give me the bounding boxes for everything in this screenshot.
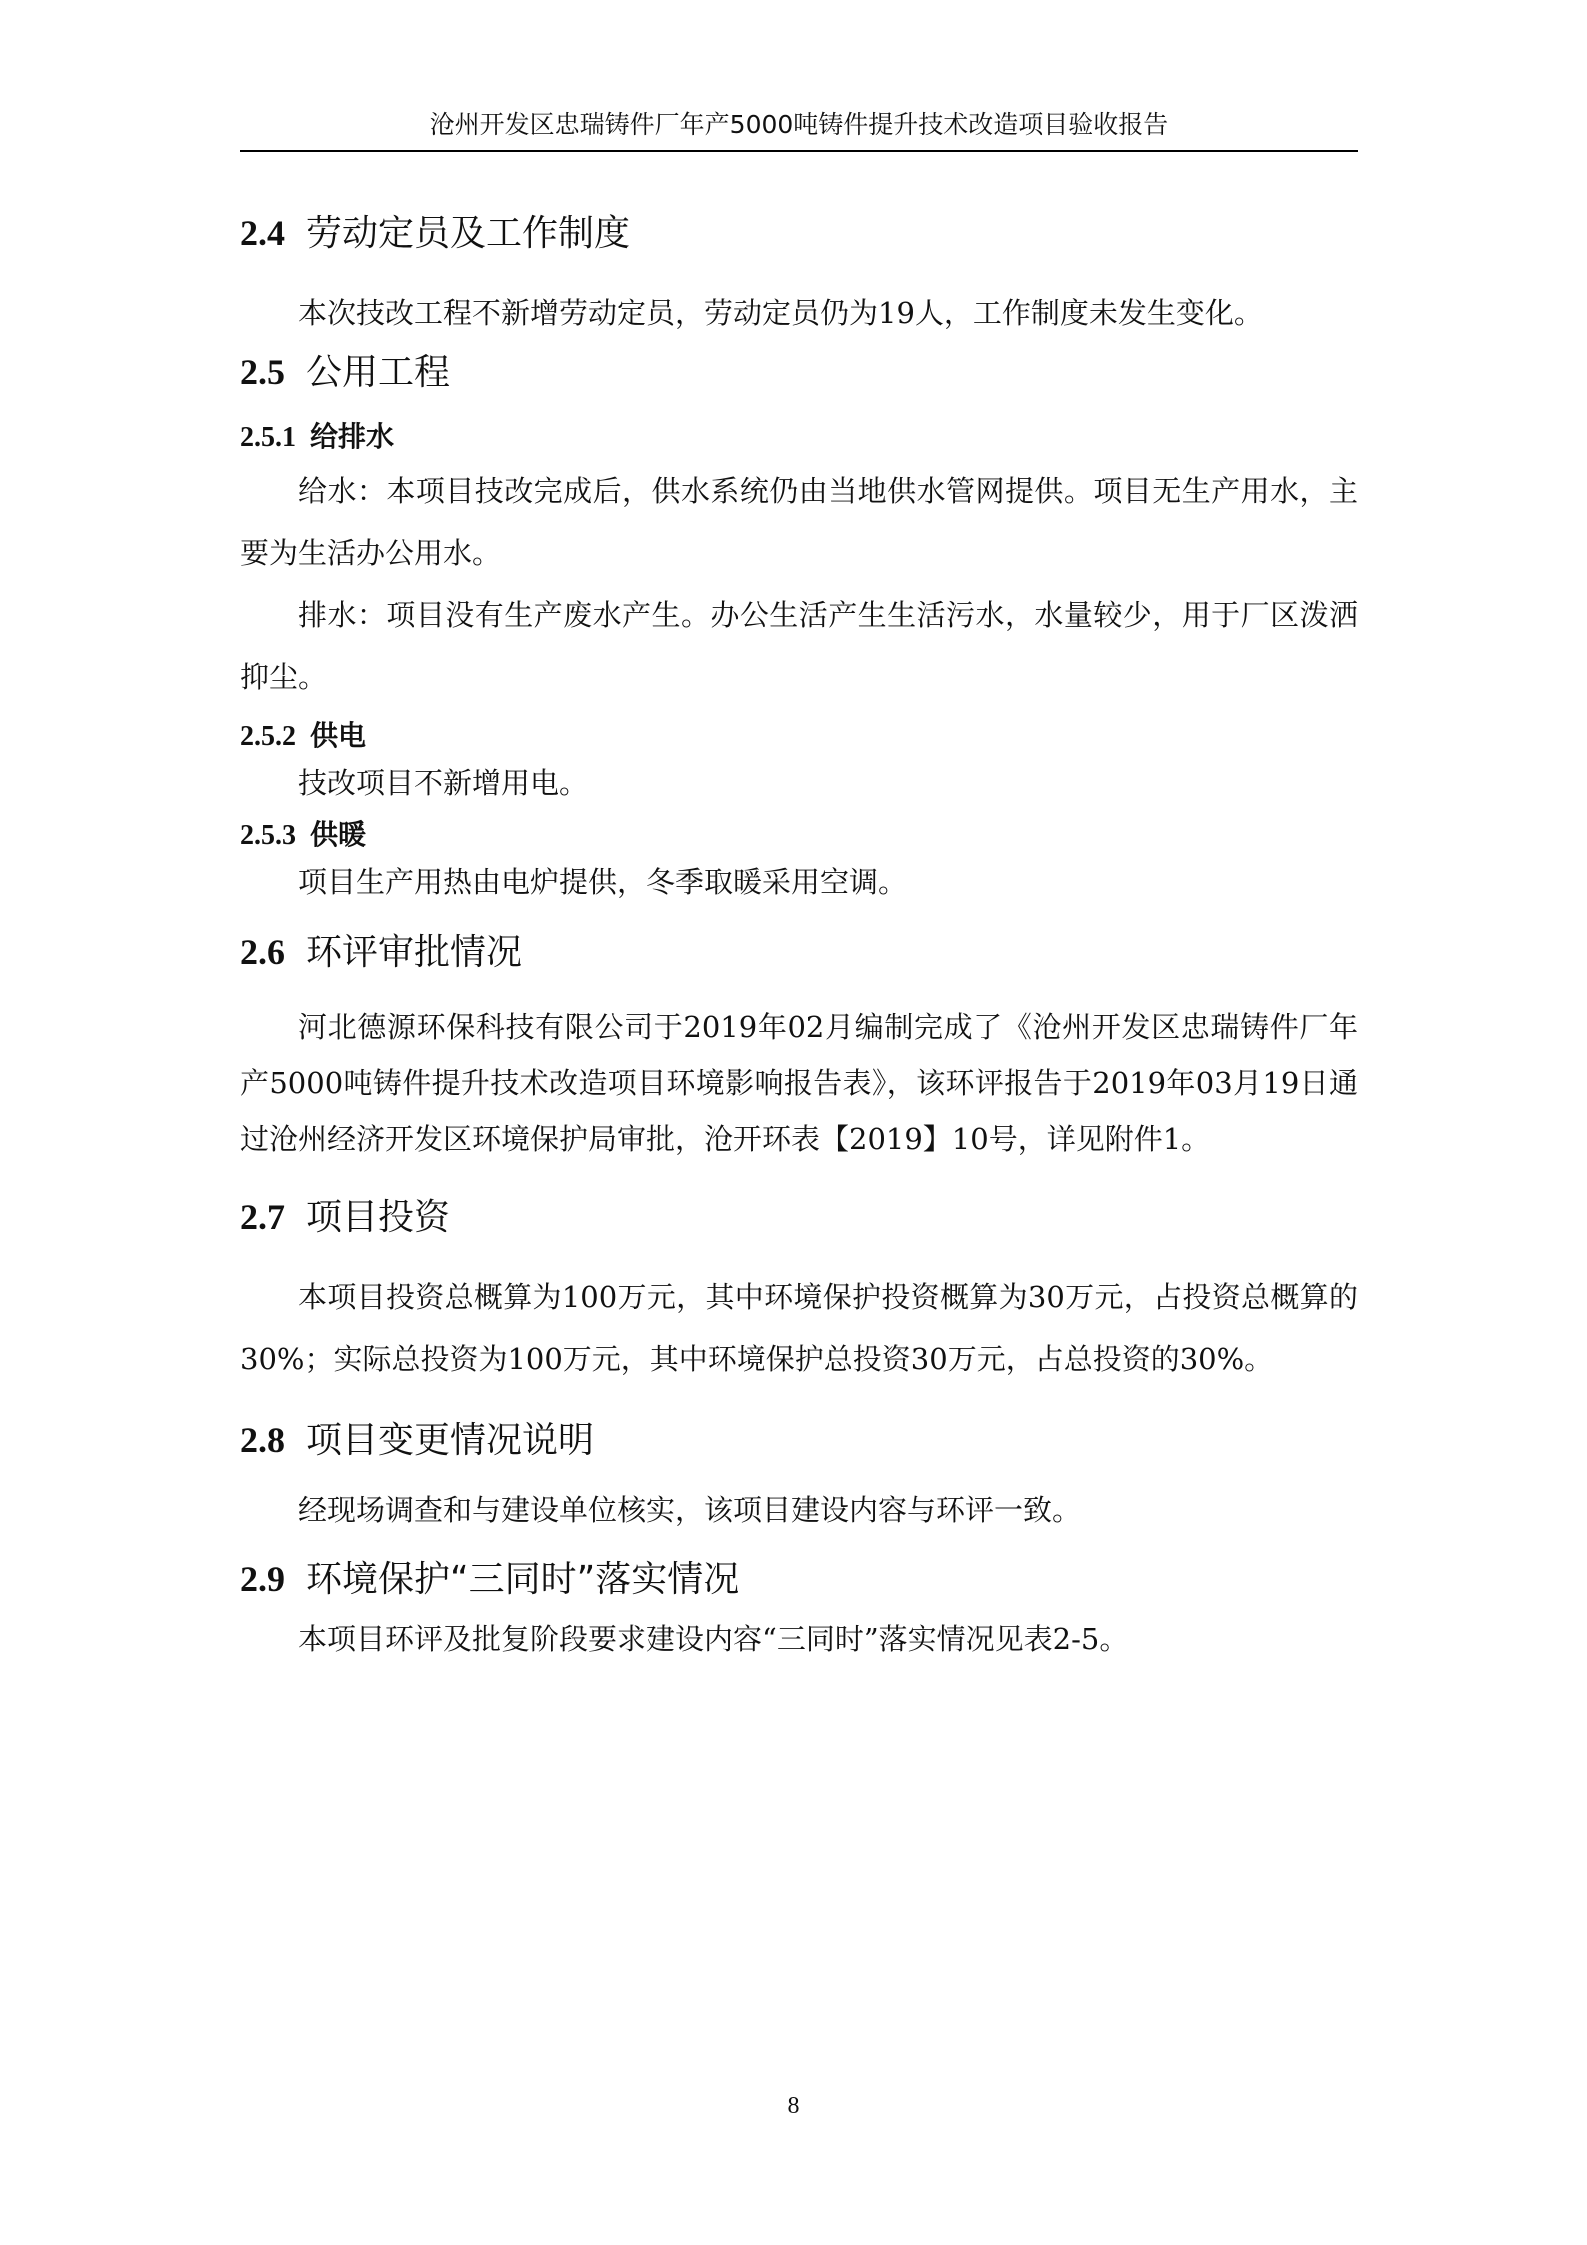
section-number: 2.4: [240, 213, 285, 253]
section-number: 2.6: [240, 932, 285, 972]
section-number: 2.8: [240, 1420, 285, 1460]
page-number: 8: [787, 2093, 800, 2119]
subsection-number: 2.5.3: [240, 820, 296, 851]
section-heading-2-6: [240, 924, 1358, 981]
subsection-title: 供电: [310, 719, 367, 752]
section-title: 项目投资: [306, 1197, 451, 1238]
paragraph: 本项目投资总概算为100万元，其中环境保护投资概算为30万元，占投资总概算的30%；实际总投资为100万元，其中环境保护总投资30万元，占总投资的30%。: [240, 1280, 1358, 1376]
subsection-title: 供暖: [310, 818, 367, 851]
subsection-number: 2.5.1: [240, 422, 296, 453]
paragraph: 本次技改工程不新增劳动定员，劳动定员仍为19人，工作制度未发生变化。: [298, 296, 1263, 330]
section-title: 项目变更情况说明: [306, 1420, 595, 1461]
section-number: 2.9: [240, 1559, 285, 1599]
paragraph: 河北德源环保科技有限公司于2019年02月编制完成了《沧州开发区忠瑞铸件厂年产5000吨铸件提升技术改造项目环境影响报告表》，该环评报告于2019年03月19日通过沧州经济开发区环境保护局审批，沧开环表【2019】10号，详见附件1。: [240, 1010, 1358, 1156]
subsection-title: 给排水: [310, 420, 395, 453]
paragraph: 经现场调查和与建设单位核实，该项目建设内容与环评一致。: [298, 1493, 1082, 1527]
section-title: 公用工程: [306, 352, 451, 393]
section-title: 环境保护“三同时”落实情况: [306, 1559, 740, 1600]
paragraph: 给水：本项目技改完成后，供水系统仍由当地供水管网提供。项目无生产用水，主要为生活办公用水。: [240, 474, 1358, 570]
section-title: 劳动定员及工作制度: [306, 213, 631, 254]
paragraph: 项目生产用热由电炉提供，冬季取暖采用空调。: [298, 865, 908, 899]
section-heading-2-8: [240, 1412, 1358, 1469]
section-heading-2-7: [240, 1189, 1358, 1246]
document-body: [240, 205, 1358, 1670]
paragraph: 本项目环评及批复阶段要求建设内容“三同时”落实情况见表2-5。: [298, 1622, 1129, 1656]
subsection-heading-2-5-1: [240, 415, 1358, 460]
section-title: 环评审批情况: [306, 932, 523, 973]
section-heading-2-4: [240, 205, 1358, 262]
section-heading-2-5: [240, 344, 1358, 401]
section-number: 2.7: [240, 1197, 285, 1237]
subsection-heading-2-5-2: [240, 714, 1358, 759]
subsection-number: 2.5.2: [240, 721, 296, 752]
subsection-heading-2-5-3: [240, 813, 1358, 858]
page-header: 沧州开发区忠瑞铸件厂年产5000吨铸件提升技术改造项目验收报告: [240, 108, 1358, 152]
paragraph: 技改项目不新增用电。: [298, 766, 589, 800]
section-heading-2-9: [240, 1551, 1358, 1608]
section-number: 2.5: [240, 352, 285, 392]
paragraph: 排水：项目没有生产废水产生。办公生活产生生活污水，水量较少，用于厂区泼洒抑尘。: [240, 598, 1358, 694]
